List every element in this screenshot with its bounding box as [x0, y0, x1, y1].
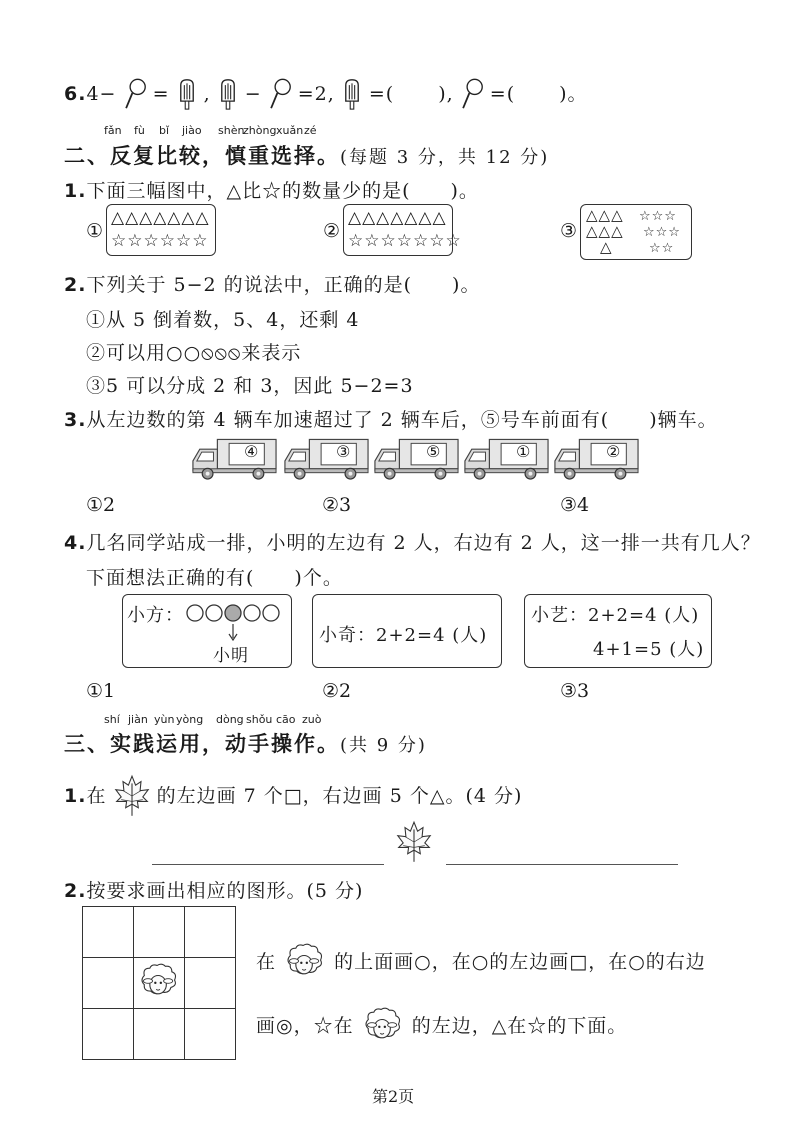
question-3: [64, 405, 718, 432]
pinyin: shèn: [218, 124, 245, 137]
pinyin: shǒu: [246, 713, 273, 726]
q4-option-2[interactable]: ②2: [322, 680, 352, 702]
maple-leaf-icon: [396, 820, 432, 864]
truck-icon: [190, 436, 278, 482]
xiaofang-label: 小方：: [127, 605, 184, 626]
question-number: 6.: [64, 83, 87, 105]
text-part: 的左边画 7 个□，右边画 5 个△。(4 分): [156, 785, 523, 807]
pinyin: jiào: [182, 124, 202, 137]
grid-cell[interactable]: [185, 1009, 236, 1060]
q1-option-1-label[interactable]: ①: [86, 220, 104, 242]
pinyin: xuǎn: [276, 124, 304, 137]
section-3-title: [64, 728, 427, 758]
text-part: 在: [86, 785, 107, 807]
pinyin: yòng: [176, 713, 204, 726]
popsicle-icon: [177, 78, 197, 110]
truck-2: [282, 436, 370, 484]
stars-row: ☆☆☆: [643, 225, 681, 240]
truck-3: [372, 436, 460, 484]
triangles-row: △: [600, 238, 613, 256]
equals-two: =2,: [297, 83, 335, 105]
pinyin: yùn: [154, 713, 175, 726]
instruction-line-2: [256, 1006, 627, 1044]
pinyin: zé: [304, 124, 317, 137]
triangles-row: △△△: [586, 222, 624, 240]
stars-row: ☆☆☆☆☆☆: [111, 231, 209, 251]
truck-number: ②: [606, 442, 621, 461]
question-number: 1.: [64, 785, 87, 807]
xiaoyi-box: [524, 594, 712, 668]
q1-option-3-label[interactable]: ③: [560, 220, 578, 242]
circles-row: [185, 602, 285, 624]
grid-cell[interactable]: [185, 958, 236, 1009]
triangles-row: △△△△△△△: [348, 208, 447, 228]
text-part: 在: [256, 951, 277, 973]
stars-row: ☆☆☆: [639, 209, 677, 224]
question-text: 下面三幅图中，△比☆的数量少的是( )。: [86, 180, 479, 202]
sheep-icon: [283, 942, 327, 980]
q2-option-3[interactable]: ③5 可以分成 2 和 3，因此 5−2=3: [86, 375, 414, 397]
lollipop-icon: [461, 78, 483, 110]
truck-number: ①: [516, 442, 531, 461]
pinyin: zhòng: [243, 124, 277, 137]
question-number: 1.: [64, 180, 87, 202]
q2-option-2[interactable]: ②可以用○○⦸⦸⦸来表示: [86, 342, 302, 364]
answer-close: ): [438, 83, 447, 105]
truck-number: ⑤: [426, 442, 441, 461]
pinyin: bǐ: [159, 124, 170, 137]
pinyin: fǎn: [104, 124, 122, 137]
q3-option-3[interactable]: ③4: [560, 494, 590, 516]
grid-cell[interactable]: [185, 907, 236, 958]
question-number: 4.: [64, 532, 87, 554]
pinyin: cāo: [276, 713, 296, 726]
stars-group: [639, 209, 681, 257]
xiaoming-label: 小明: [213, 646, 249, 666]
maple-leaf-icon: [114, 774, 150, 818]
question-text: 下列关于 5−2 的说法中，正确的是( )。: [86, 274, 481, 296]
pinyin: zuò: [302, 713, 322, 726]
truck-icon: [372, 436, 460, 482]
truck-icon: [282, 436, 370, 482]
pinyin: jiàn: [128, 713, 148, 726]
practice-2: [64, 876, 363, 903]
left-drawing-line[interactable]: [152, 864, 384, 865]
question-text: 从左边数的第 4 辆车加速超过了 2 辆车后，⑤号车前面有( )辆车。: [86, 409, 718, 431]
minus-sign: −: [244, 83, 262, 105]
question-4-line-2: 下面想法正确的有( )个。: [86, 567, 343, 589]
question-1: [64, 176, 479, 203]
sheep-icon: [137, 962, 181, 1000]
xiaoyi-line-2: 4+1=5 (人): [593, 639, 705, 660]
triangles-group: [586, 207, 624, 255]
grid-cell[interactable]: [83, 958, 134, 1009]
section-points: (共 9 分): [340, 735, 427, 756]
right-drawing-line[interactable]: [446, 864, 678, 865]
answer-open: =(: [368, 83, 395, 105]
section-title-text: 二、反复比较，慎重选择。: [64, 144, 340, 168]
question-2: [64, 270, 480, 297]
question-text: 几名同学站成一排，小明的左边有 2 人，右边有 2 人，这一排一共有几人？: [86, 532, 761, 554]
question-text: 按要求画出相应的图形。(5 分): [86, 880, 364, 902]
comma: ,: [203, 83, 211, 105]
section-2-title: [64, 140, 549, 170]
practice-1: [64, 774, 522, 818]
grid-cell-center[interactable]: [134, 958, 185, 1009]
instruction-line-1: [256, 942, 706, 980]
comma: ,: [446, 83, 454, 105]
truck-1: [190, 436, 278, 484]
section-points: (每题 3 分，共 12 分): [340, 147, 550, 168]
stars-row: ☆☆: [649, 241, 675, 256]
truck-4: [462, 436, 550, 484]
page-number: 第2页: [372, 1087, 415, 1106]
answer-open: =(: [489, 83, 516, 105]
popsicle-icon: [218, 78, 238, 110]
sheep-icon: [361, 1006, 405, 1044]
pinyin: shí: [104, 713, 120, 726]
grid-cell[interactable]: [83, 907, 134, 958]
answer-close: )。: [559, 83, 588, 105]
truck-number: ③: [336, 442, 351, 461]
q1-option-2-box[interactable]: [343, 204, 462, 256]
q3-option-1[interactable]: ①2: [86, 494, 116, 516]
equals-sign: =: [152, 83, 170, 105]
drawing-grid[interactable]: [82, 906, 236, 1060]
truck-5: [552, 436, 640, 484]
arrow-down-icon: [227, 624, 239, 642]
grid-cell[interactable]: [134, 1009, 185, 1060]
text-part: 的左边，△在☆的下面。: [411, 1015, 628, 1037]
text-part: 的上面画○，在○的左边画□，在○的右边: [334, 951, 706, 973]
xiaoyi-line-1: 小艺：2+2=4 (人): [531, 605, 700, 626]
question-number: 2.: [64, 880, 87, 902]
question-number: 3.: [64, 409, 87, 431]
q3-option-2[interactable]: ②3: [322, 494, 352, 516]
triangles-row: △△△: [586, 206, 624, 224]
xiaofang-box: [122, 594, 292, 668]
stars-row: ☆☆☆☆☆☆☆: [348, 231, 462, 251]
question-4: [64, 528, 761, 555]
truck-icon: [552, 436, 640, 482]
triangles-row: △△△△△△△: [111, 208, 210, 228]
section-title-text: 三、实践运用，动手操作。: [64, 732, 340, 756]
q6-prefix: 4−: [86, 83, 117, 105]
pinyin: dòng: [216, 713, 244, 726]
xiaoqi-box: [312, 594, 502, 668]
question-6: [64, 78, 588, 110]
grid-cell[interactable]: [134, 907, 185, 958]
q1-option-3-box[interactable]: [580, 204, 692, 260]
q1-option-1-box[interactable]: [106, 204, 216, 256]
question-number: 2.: [64, 274, 87, 296]
truck-number: ④: [244, 442, 259, 461]
q1-option-2-label[interactable]: ②: [323, 220, 341, 242]
pinyin: fù: [134, 124, 145, 137]
xiaoqi-text: 小奇：2+2=4 (人): [319, 625, 488, 646]
truck-icon: [462, 436, 550, 482]
lollipop-icon: [124, 78, 146, 110]
q2-option-1[interactable]: ①从 5 倒着数，5、4，还剩 4: [86, 309, 360, 331]
lollipop-icon: [269, 78, 291, 110]
popsicle-icon: [342, 78, 362, 110]
text-part: 画◎，☆在: [256, 1015, 354, 1037]
q4-option-3[interactable]: ③3: [560, 680, 590, 702]
q4-option-1[interactable]: ①1: [86, 680, 116, 702]
grid-cell[interactable]: [83, 1009, 134, 1060]
